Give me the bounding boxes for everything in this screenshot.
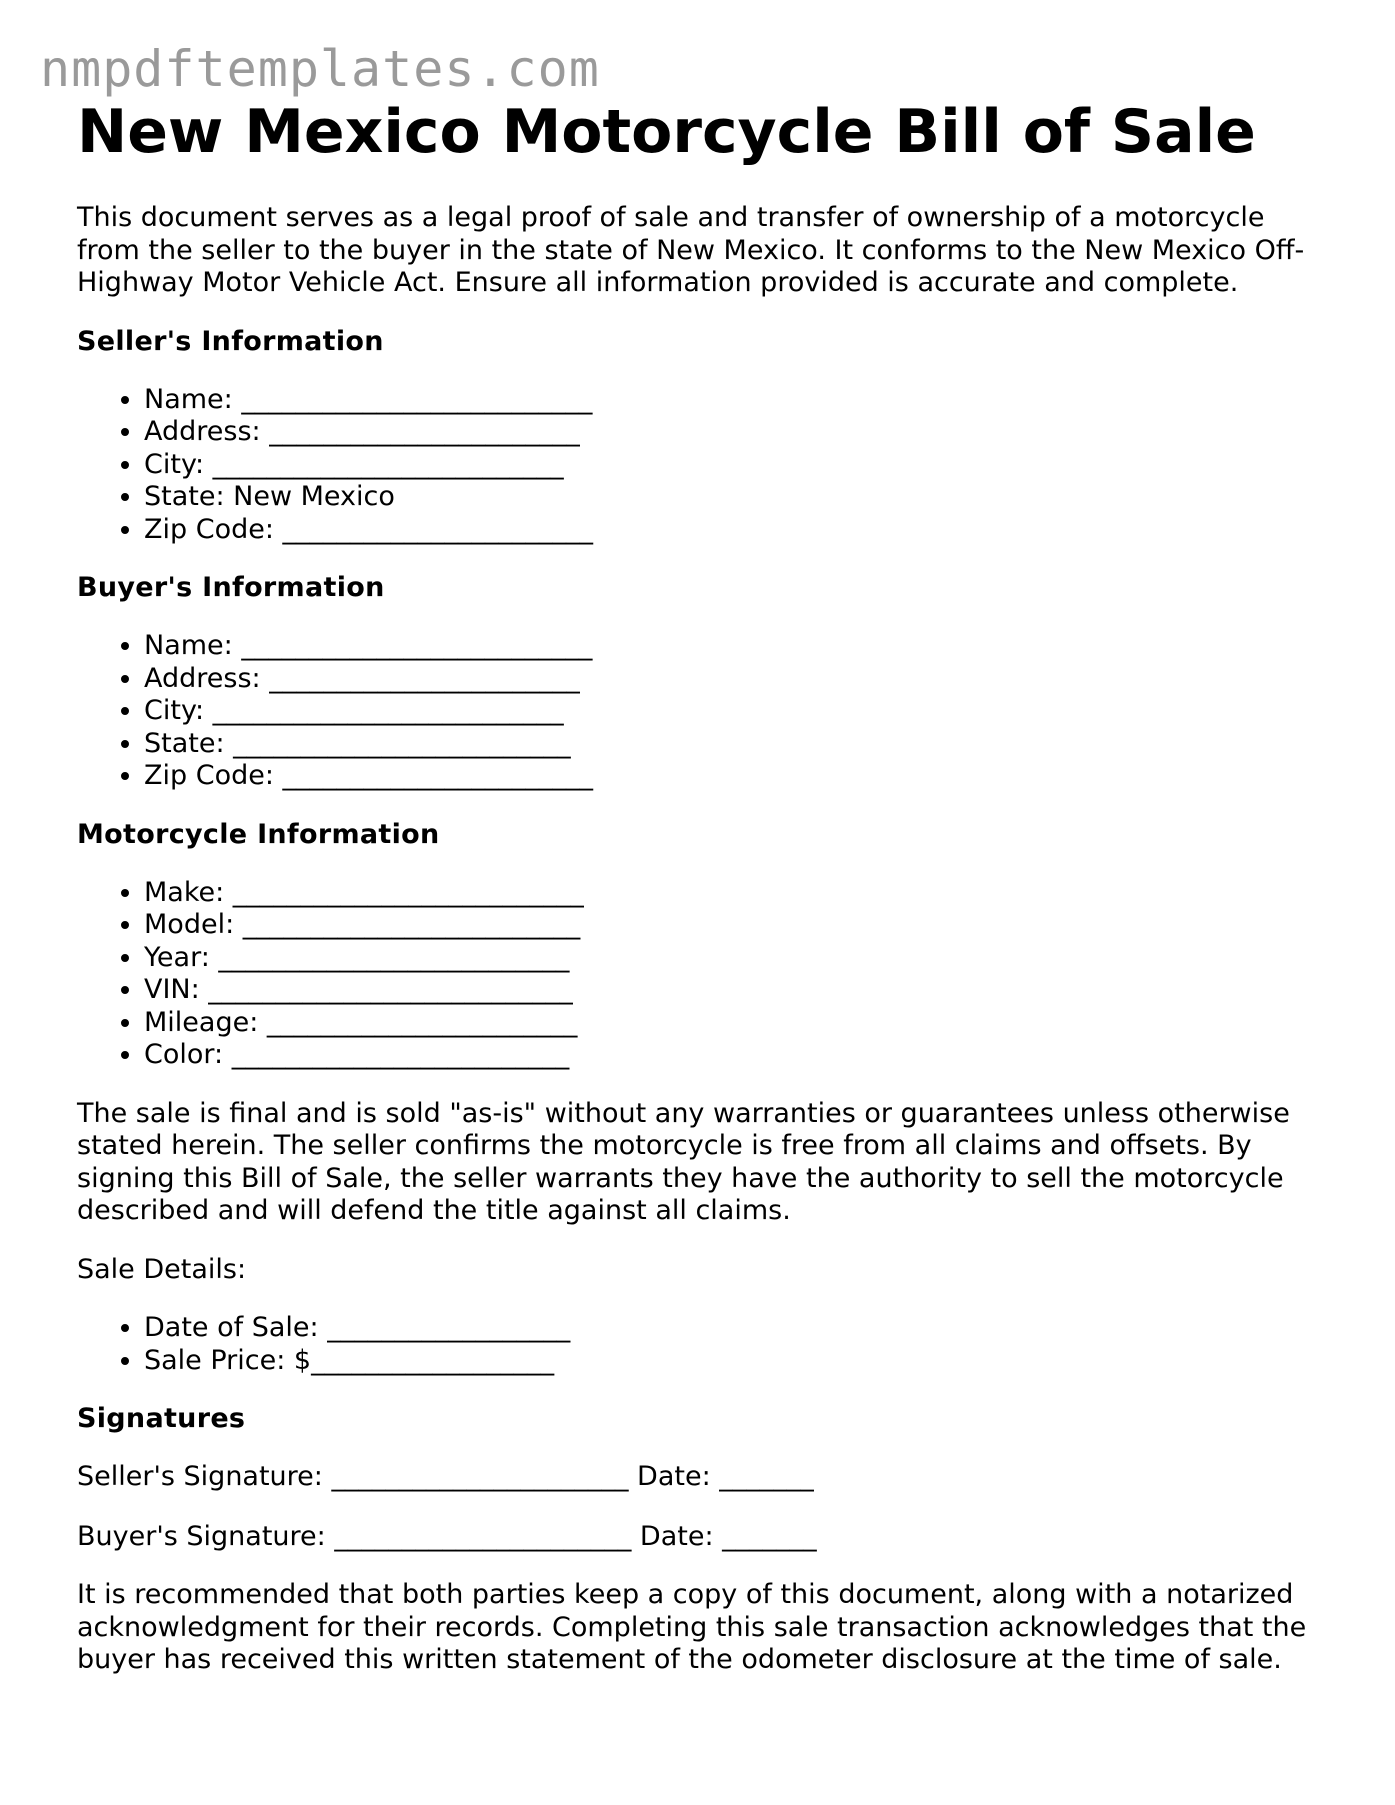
motorcycle-color-field: • Color: _________________________: [144, 1039, 1327, 1072]
seller-address-field: • Address: _______________________: [144, 416, 1327, 449]
buyer-signature-line: Buyer's Signature: ______________________ Date: _______: [77, 1520, 817, 1552]
signatures-heading: Signatures: [77, 1403, 246, 1434]
motorcycle-vin-field: • VIN: ___________________________: [144, 974, 1327, 1007]
buyer-fields: [77, 630, 1327, 793]
seller-name-field: • Name: __________________________: [144, 384, 1327, 417]
as-is-disclaimer: The sale is final and is sold "as-is" without any warranties or guarantees unless otherwise stated herein. The seller confirms the motorcycle is free from all claims and offsets. By signing this Bill of Sale, the seller warrants they have the authority to sell the motorcycle described and will defend the title against all claims.: [77, 1097, 1290, 1226]
motorcycle-model-field: • Model: _________________________: [144, 909, 1327, 942]
buyer-city-field: • City: __________________________: [144, 695, 1327, 728]
watermark: nmpdftemplates.com: [40, 40, 600, 98]
buyer-zip-field: • Zip Code: _______________________: [144, 760, 1327, 793]
sale-details-label: Sale Details:: [77, 1253, 247, 1285]
date-of-sale-field: • Date of Sale: __________________: [144, 1312, 1327, 1345]
buyer-address-field: • Address: _______________________: [144, 663, 1327, 696]
page-title: New Mexico Motorcycle Bill of Sale: [77, 97, 1256, 167]
seller-fields: [77, 384, 1327, 547]
seller-city-field: • City: __________________________: [144, 449, 1327, 482]
seller-state-field: • State: New Mexico: [144, 481, 1327, 514]
document-page: [77, 97, 1327, 1677]
seller-heading: Seller's Information: [77, 325, 384, 357]
seller-zip-field: • Zip Code: _______________________: [144, 514, 1327, 547]
buyer-heading: Buyer's Information: [77, 572, 385, 603]
buyer-name-field: • Name: __________________________: [144, 630, 1327, 663]
motorcycle-mileage-field: • Mileage: _______________________: [144, 1007, 1327, 1040]
closing-paragraph: It is recommended that both parties keep a copy of this document, along with a notarized acknowledgment for their records. Completing this sale transaction acknowledges that the buyer has received this written statement of the odometer disclosure at the time of sale.: [77, 1579, 1307, 1675]
intro-paragraph: This document serves as a legal proof of sale and transfer of ownership of a motorcycle from the seller to the buyer in the state of New Mexico. It conforms to the New Mexico Off-Highway Motor Vehicle Act. Ensure all information provided is accurate and complete.: [77, 202, 1305, 298]
motorcycle-make-field: • Make: __________________________: [144, 877, 1327, 910]
motorcycle-heading: Motorcycle Information: [77, 818, 440, 850]
motorcycle-fields: [77, 877, 1327, 1072]
sale-price-field: • Sale Price: $__________________: [144, 1345, 1327, 1378]
sale-fields: [77, 1312, 1327, 1377]
buyer-state-field: • State: _________________________: [144, 728, 1327, 761]
seller-signature-line: Seller's Signature: ______________________ Date: _______: [77, 1461, 814, 1492]
motorcycle-year-field: • Year: __________________________: [144, 942, 1327, 975]
